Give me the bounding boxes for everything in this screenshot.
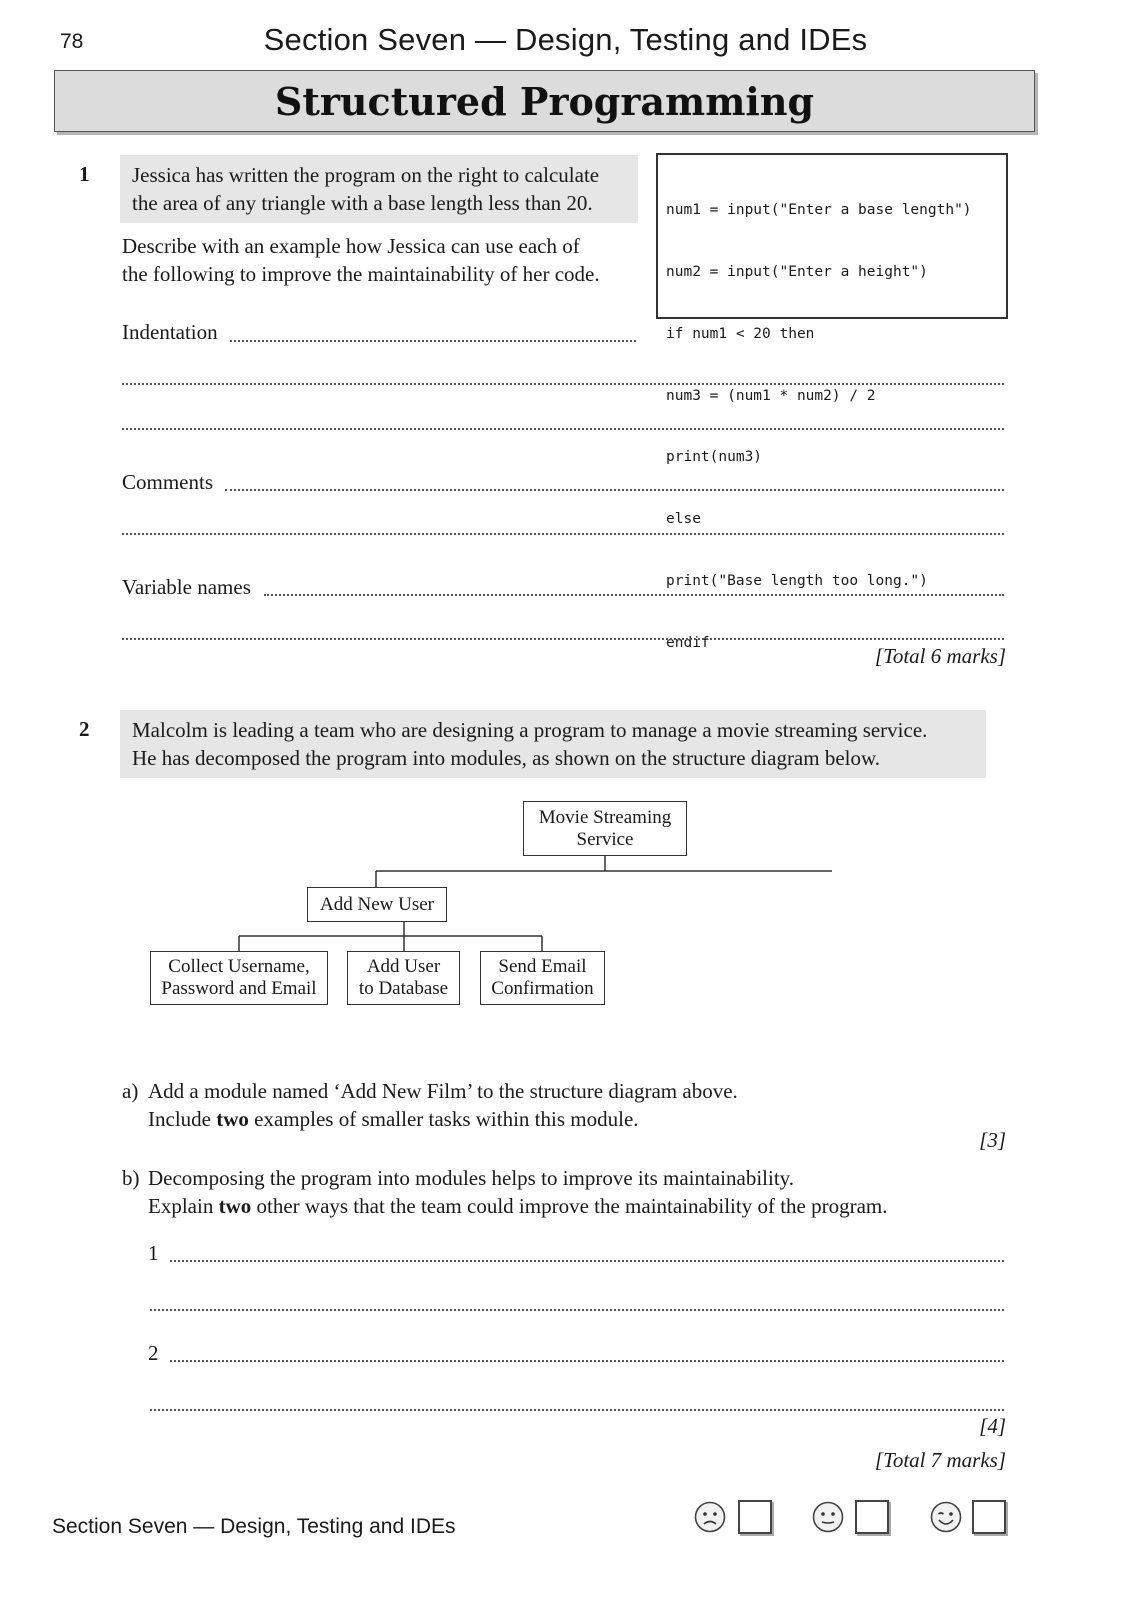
code-line: else (666, 511, 701, 528)
section-title: Section Seven — Design, Testing and IDEs (263, 22, 868, 57)
diagram-leaf-add-user-line-2: to Database (358, 978, 449, 999)
sad-face-icon (694, 1501, 726, 1533)
question-2-number: 2 (79, 717, 90, 741)
diagram-add-new-user-node (307, 887, 447, 922)
diagram-leaf-add-user-line-1: Add User (366, 956, 441, 977)
part-a-line-1: Add a module named ‘Add New Film’ to the structure diagram above. (148, 1079, 738, 1103)
indentation-label: Indentation (122, 320, 218, 344)
diagram-leaf-send-email-line-2: Confirmation (491, 978, 594, 999)
part-b-line-2-pre: Explain (148, 1194, 219, 1218)
answer-2-line-2[interactable] (150, 1409, 1004, 1411)
confidence-tickbox-happy[interactable] (972, 1500, 1006, 1534)
part-a-prefix: a) (122, 1079, 139, 1103)
part-a-marks: [3] (979, 1128, 1006, 1152)
answer-2-line[interactable] (170, 1360, 1004, 1362)
diagram-root-label-line-1: Movie Streaming (538, 806, 672, 828)
part-b-prefix: b) (122, 1166, 140, 1190)
question-2-intro-line-2: He has decomposed the program into modules, as shown on the structure diagram below. (132, 746, 881, 770)
part-b-emphasis: two (218, 1194, 252, 1218)
question-2-total-marks: [Total 7 marks] (874, 1448, 1006, 1472)
diagram-leaf-send-email-node (480, 951, 605, 1005)
part-b-line-2-post: other ways that the team could improve the maintainability of the program. (251, 1194, 888, 1218)
answer-1-line[interactable] (170, 1260, 1004, 1262)
part-a-text (148, 1077, 738, 1133)
part-b-line-2 (148, 1192, 887, 1220)
diagram-root-label-line-2: Service (576, 828, 634, 850)
diagram-leaf-add-user-node (347, 951, 460, 1005)
question-1-task-line-1: Describe with an example how Jessica can use each of (122, 234, 580, 258)
question-1-intro-line-1: Jessica has written the program on the right to calculate (132, 163, 600, 187)
page-number: 78 (60, 30, 84, 53)
code-line: num2 = input("Enter a height") (666, 263, 928, 280)
question-1-intro-line-2: the area of any triangle with a base length less than 20. (132, 191, 593, 215)
diagram-leaf-collect-line-2: Password and Email (161, 978, 317, 999)
part-b-line-1: Decomposing the program into modules helps to improve its maintainability. (148, 1166, 795, 1190)
part-a-line-2-pre: Include (148, 1107, 217, 1131)
part-b-text (148, 1164, 887, 1220)
comments-label: Comments (122, 470, 214, 494)
answer-2-label: 2 (148, 1341, 159, 1365)
question-1-number: 1 (79, 162, 90, 186)
question-2-intro-line-1: Malcolm is leading a team who are designing a program to manage a movie streaming service. (132, 718, 928, 742)
confidence-tickbox-neutral[interactable] (855, 1500, 889, 1534)
diagram-root-node (523, 801, 687, 856)
neutral-face-icon (812, 1501, 844, 1533)
code-line: endif (666, 634, 710, 651)
part-a-line-2-post: examples of smaller tasks within this module. (248, 1107, 639, 1131)
variable-names-label: Variable names (122, 575, 251, 599)
question-1-task-line-2: the following to improve the maintainability of her code. (122, 262, 600, 286)
page-title: Structured Programming (274, 78, 815, 124)
happy-face-icon (930, 1501, 962, 1533)
code-line: num3 = (num1 * num2) / 2 (666, 387, 876, 404)
confidence-tickbox-sad[interactable] (738, 1500, 772, 1534)
code-line: if num1 < 20 then (666, 325, 815, 342)
code-line: print(num3) (666, 449, 763, 466)
part-a-emphasis: two (216, 1107, 249, 1131)
part-b-marks: [4] (979, 1414, 1006, 1438)
answer-1-line-2[interactable] (150, 1309, 1004, 1311)
answer-1-label: 1 (148, 1241, 159, 1265)
diagram-add-new-user-label: Add New User (320, 893, 434, 915)
diagram-leaf-collect-line-1: Collect Username, (168, 956, 310, 977)
part-a-line-2 (148, 1105, 738, 1133)
diagram-leaf-collect-node (150, 951, 328, 1005)
question-1-total-marks: [Total 6 marks] (874, 644, 1006, 668)
code-line: num1 = input("Enter a base length") (666, 202, 972, 219)
footer-section-title: Section Seven — Design, Testing and IDEs (52, 1515, 456, 1538)
code-line: print("Base length too long.") (666, 572, 928, 589)
diagram-leaf-send-email-line-1: Send Email (498, 956, 587, 977)
